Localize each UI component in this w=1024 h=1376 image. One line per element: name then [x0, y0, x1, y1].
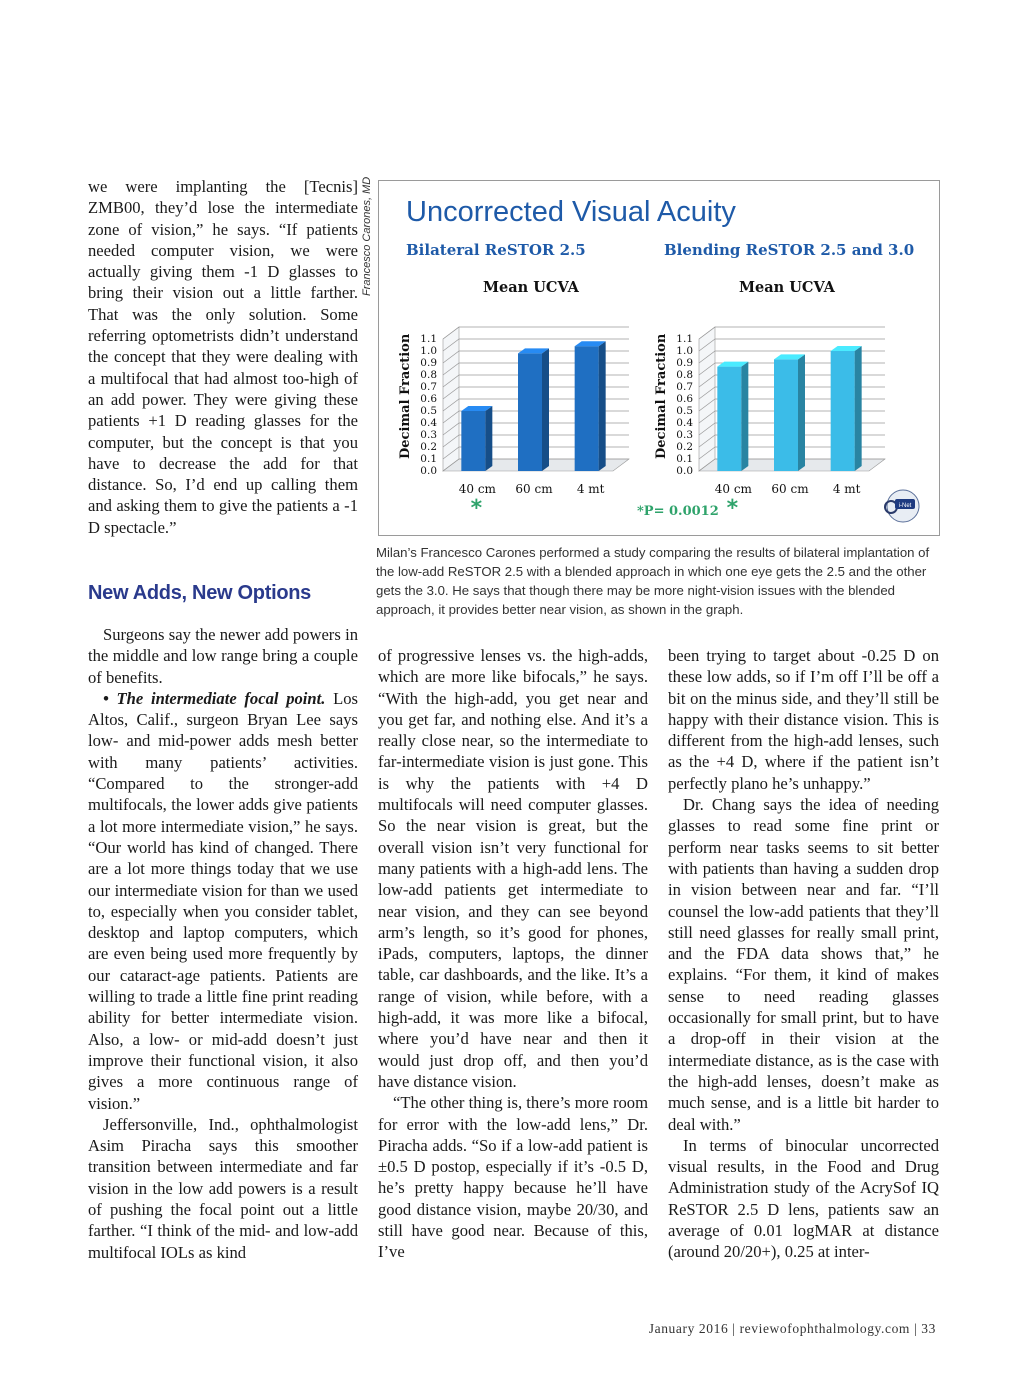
- paragraph: [88, 688, 358, 1114]
- figure-chart: [378, 180, 940, 536]
- logo-text: i-Net: [898, 503, 912, 509]
- y-tick-label: 0.7: [676, 381, 693, 393]
- body-text-column-right: [668, 645, 939, 1263]
- chart-panel-2: [654, 241, 914, 521]
- paragraph: Dr. Chang says the idea of needing glasses to read some fine print or perform near tasks seems to sit better with patients than having a sudden drop in vision between near and far. “I’ll counsel the low-add patients that they’ll still need glasses for really small print, and the FDA data shows that,” he explains. “For them, it kind of makes sense to need reading glasses occasionally for small print, but to have a drop-off in their vision at the intermediate distance, as is the case with the high-add lenses, doesn’t make as much sense, and is a little bit harder to deal with.”: [668, 795, 939, 1134]
- paragraph: been trying to target about -0.25 D on these low adds, so if I’m off I’ll be off a bit on the minus side, and they’ll still be happy with their distance vision. This is different from the high-add lenses, such as the +4 D, where if the patient isn’t perfectly plano he’s unhappy.”: [668, 646, 939, 793]
- x-tick-label: 4 mt: [576, 482, 605, 496]
- y-tick-label: 1.1: [420, 333, 437, 345]
- chart-subtitle: Bilateral ReSTOR 2.5: [406, 241, 586, 259]
- paragraph: “The other thing is, there’s more room for error with the low-add lens,” Dr. Piracha adds. “So if a low-add patient is ±0.5 D postop, especially if it’s -0.5 D, he’s pretty happy because he’ll have good distance vision, maybe 20/30, and still have good near. Because of this, I’ve: [378, 1093, 648, 1262]
- bar: [461, 406, 492, 471]
- y-tick-label: 0.6: [676, 393, 693, 405]
- run-in-heading: • The intermediate focal point.: [103, 688, 326, 708]
- y-tick-label: 0.3: [420, 429, 437, 441]
- y-tick-label: 0.8: [420, 369, 437, 381]
- chart-subtitle: Blending ReSTOR 2.5 and 3.0: [664, 241, 915, 259]
- x-tick-label: 60 cm: [515, 482, 553, 496]
- y-axis-label: Decimal Fraction: [654, 333, 669, 459]
- y-tick-label: 0.2: [676, 441, 693, 453]
- chart-panel-1: [398, 241, 629, 521]
- section-heading: New Adds, New Options: [88, 582, 311, 604]
- page-footer: January 2016 | reviewofophthalmology.com | 33: [648, 1321, 936, 1336]
- paragraph: Jeffersonville, Ind., ophthalmologist Asim Piracha says this smoother transition between intermediate and far vision in the low add powers is a result of pushing the focal point out a little farther. “I think of the mid- and low-add multifocal IOLs as kind: [88, 1114, 358, 1262]
- x-tick-label: 4 mt: [832, 482, 861, 496]
- significance-star: *: [726, 496, 739, 521]
- y-tick-label: 0.0: [676, 465, 693, 477]
- y-tick-label: 1.0: [676, 345, 693, 357]
- body-text-column-left: [88, 624, 358, 1263]
- bar: [717, 362, 748, 471]
- y-tick-label: 0.5: [420, 405, 437, 417]
- chart-label: Mean UCVA: [483, 279, 579, 296]
- y-tick-label: 0.1: [676, 453, 693, 465]
- y-tick-label: 0.2: [420, 441, 437, 453]
- y-tick-label: 0.1: [420, 453, 437, 465]
- x-tick-label: 40 cm: [714, 482, 752, 496]
- significance-star: *: [470, 496, 483, 521]
- paragraph: we were implanting the [Tecnis] ZMB00, they’d lose the intermediate zone of vision,” he says. “If patients needed computer vision, we were actually giving them -1 D glasses to bring their vision out a little farther. That was the only solution. Some referring optometrists didn’t understand the concept that they were dealing with a multifocal that had almost too-high of an add power. They were giving these patients +1 D reading glasses for the computer, but the concept is that you have to decrease the add for that distance. So, I’d end up calling them and asking them to give the patients a -1 D spectacle.”: [88, 177, 358, 537]
- paragraph: In terms of binocular uncorrected visual results, in the Food and Drug Administration study of the AcrySof IQ ReSTOR 2.5 D lens, patients saw an average of 0.01 logMAR at distance (around 20/20+), 0.25 at inter-: [668, 1135, 939, 1262]
- photo-credit: Francesco Carones, MD: [361, 176, 373, 296]
- bar: [774, 354, 805, 471]
- bar: [831, 346, 862, 471]
- bar: [575, 341, 606, 471]
- body-text-column-left-top: [88, 176, 358, 538]
- y-axis-label: Decimal Fraction: [398, 333, 413, 459]
- y-tick-label: 0.5: [676, 405, 693, 417]
- paragraph: of progressive lenses vs. the high-adds, which are more like bifocals,” he says. “With the high-add, you get near and you get far, and nothing else. And it’s a really close near, so the intermediate to far-intermediate vision is just gone. This is why the patients with +4 D multifocals will need computer glasses. So the near vision is great, but the overall vision isn’t very functional for many patients with a high-add lens. The low-add patients get intermediate to near vision, and they can see beyond arm’s length, so it’s good for phones, iPads, computers, laptops, the dinner table, car dashboards, and the like. It’s a range of vision, while before, with a high-add, it was more like a bifocal, where you’d have near and then it would just drop off, and then you’d have distance vision.: [378, 646, 648, 1091]
- gridline: [699, 327, 885, 339]
- y-tick-label: 0.4: [420, 417, 437, 429]
- figure-caption: Milan’s Francesco Carones performed a study comparing the results of bilateral implantation of the low-add ReSTOR 2.5 with a blended approach in which one eye gets the 2.5 and the other gets the 3.0. He says that though there may be more night-vision issues with the blended approach, it provides better near vision, as shown in the graph.: [376, 545, 930, 617]
- bar: [518, 348, 549, 471]
- inet-logo: [885, 490, 919, 522]
- paragraph-text: Los Altos, Calif., surgeon Bryan Lee says low- and mid-power adds mesh better with many patients’ activities. “Compared to the stronger-add multifocals, the lower adds give patients a lot more intermediate vision,” he says. “Our world has kind of changed. There are a lot more things today that we use our intermediate vision for than we used to, especially when you consider tablet, desktop and laptop computers, which are even being used more frequently by our cataract-age patients. Patients are willing to trade a little fine print reading ability for better intermediate vision. Also, a low- or mid-add doesn’t just improve their functional vision, it also gives a more continuous range of vision.”: [88, 688, 358, 1113]
- y-tick-label: 0.8: [676, 369, 693, 381]
- chart-svg: [379, 181, 939, 535]
- y-tick-label: 1.1: [676, 333, 693, 345]
- x-tick-label: 60 cm: [771, 482, 809, 496]
- y-tick-label: 0.9: [676, 357, 693, 369]
- y-tick-label: 0.3: [676, 429, 693, 441]
- paragraph: Surgeons say the newer add powers in the middle and low range bring a couple of benefits.: [88, 625, 358, 687]
- y-tick-label: 0.6: [420, 393, 437, 405]
- chart-label: Mean UCVA: [739, 279, 835, 296]
- body-text-column-middle: [378, 645, 648, 1263]
- y-tick-label: 0.0: [420, 465, 437, 477]
- chart-side-wall: [443, 327, 459, 471]
- y-tick-label: 1.0: [420, 345, 437, 357]
- x-tick-label: 40 cm: [458, 482, 496, 496]
- y-tick-label: 0.7: [420, 381, 437, 393]
- y-tick-label: 0.9: [420, 357, 437, 369]
- gridline: [443, 327, 629, 339]
- y-tick-label: 0.4: [676, 417, 693, 429]
- chart-title: Uncorrected Visual Acuity: [406, 196, 736, 228]
- p-value-label: *P= 0.0012: [637, 504, 719, 519]
- chart-side-wall: [699, 327, 715, 471]
